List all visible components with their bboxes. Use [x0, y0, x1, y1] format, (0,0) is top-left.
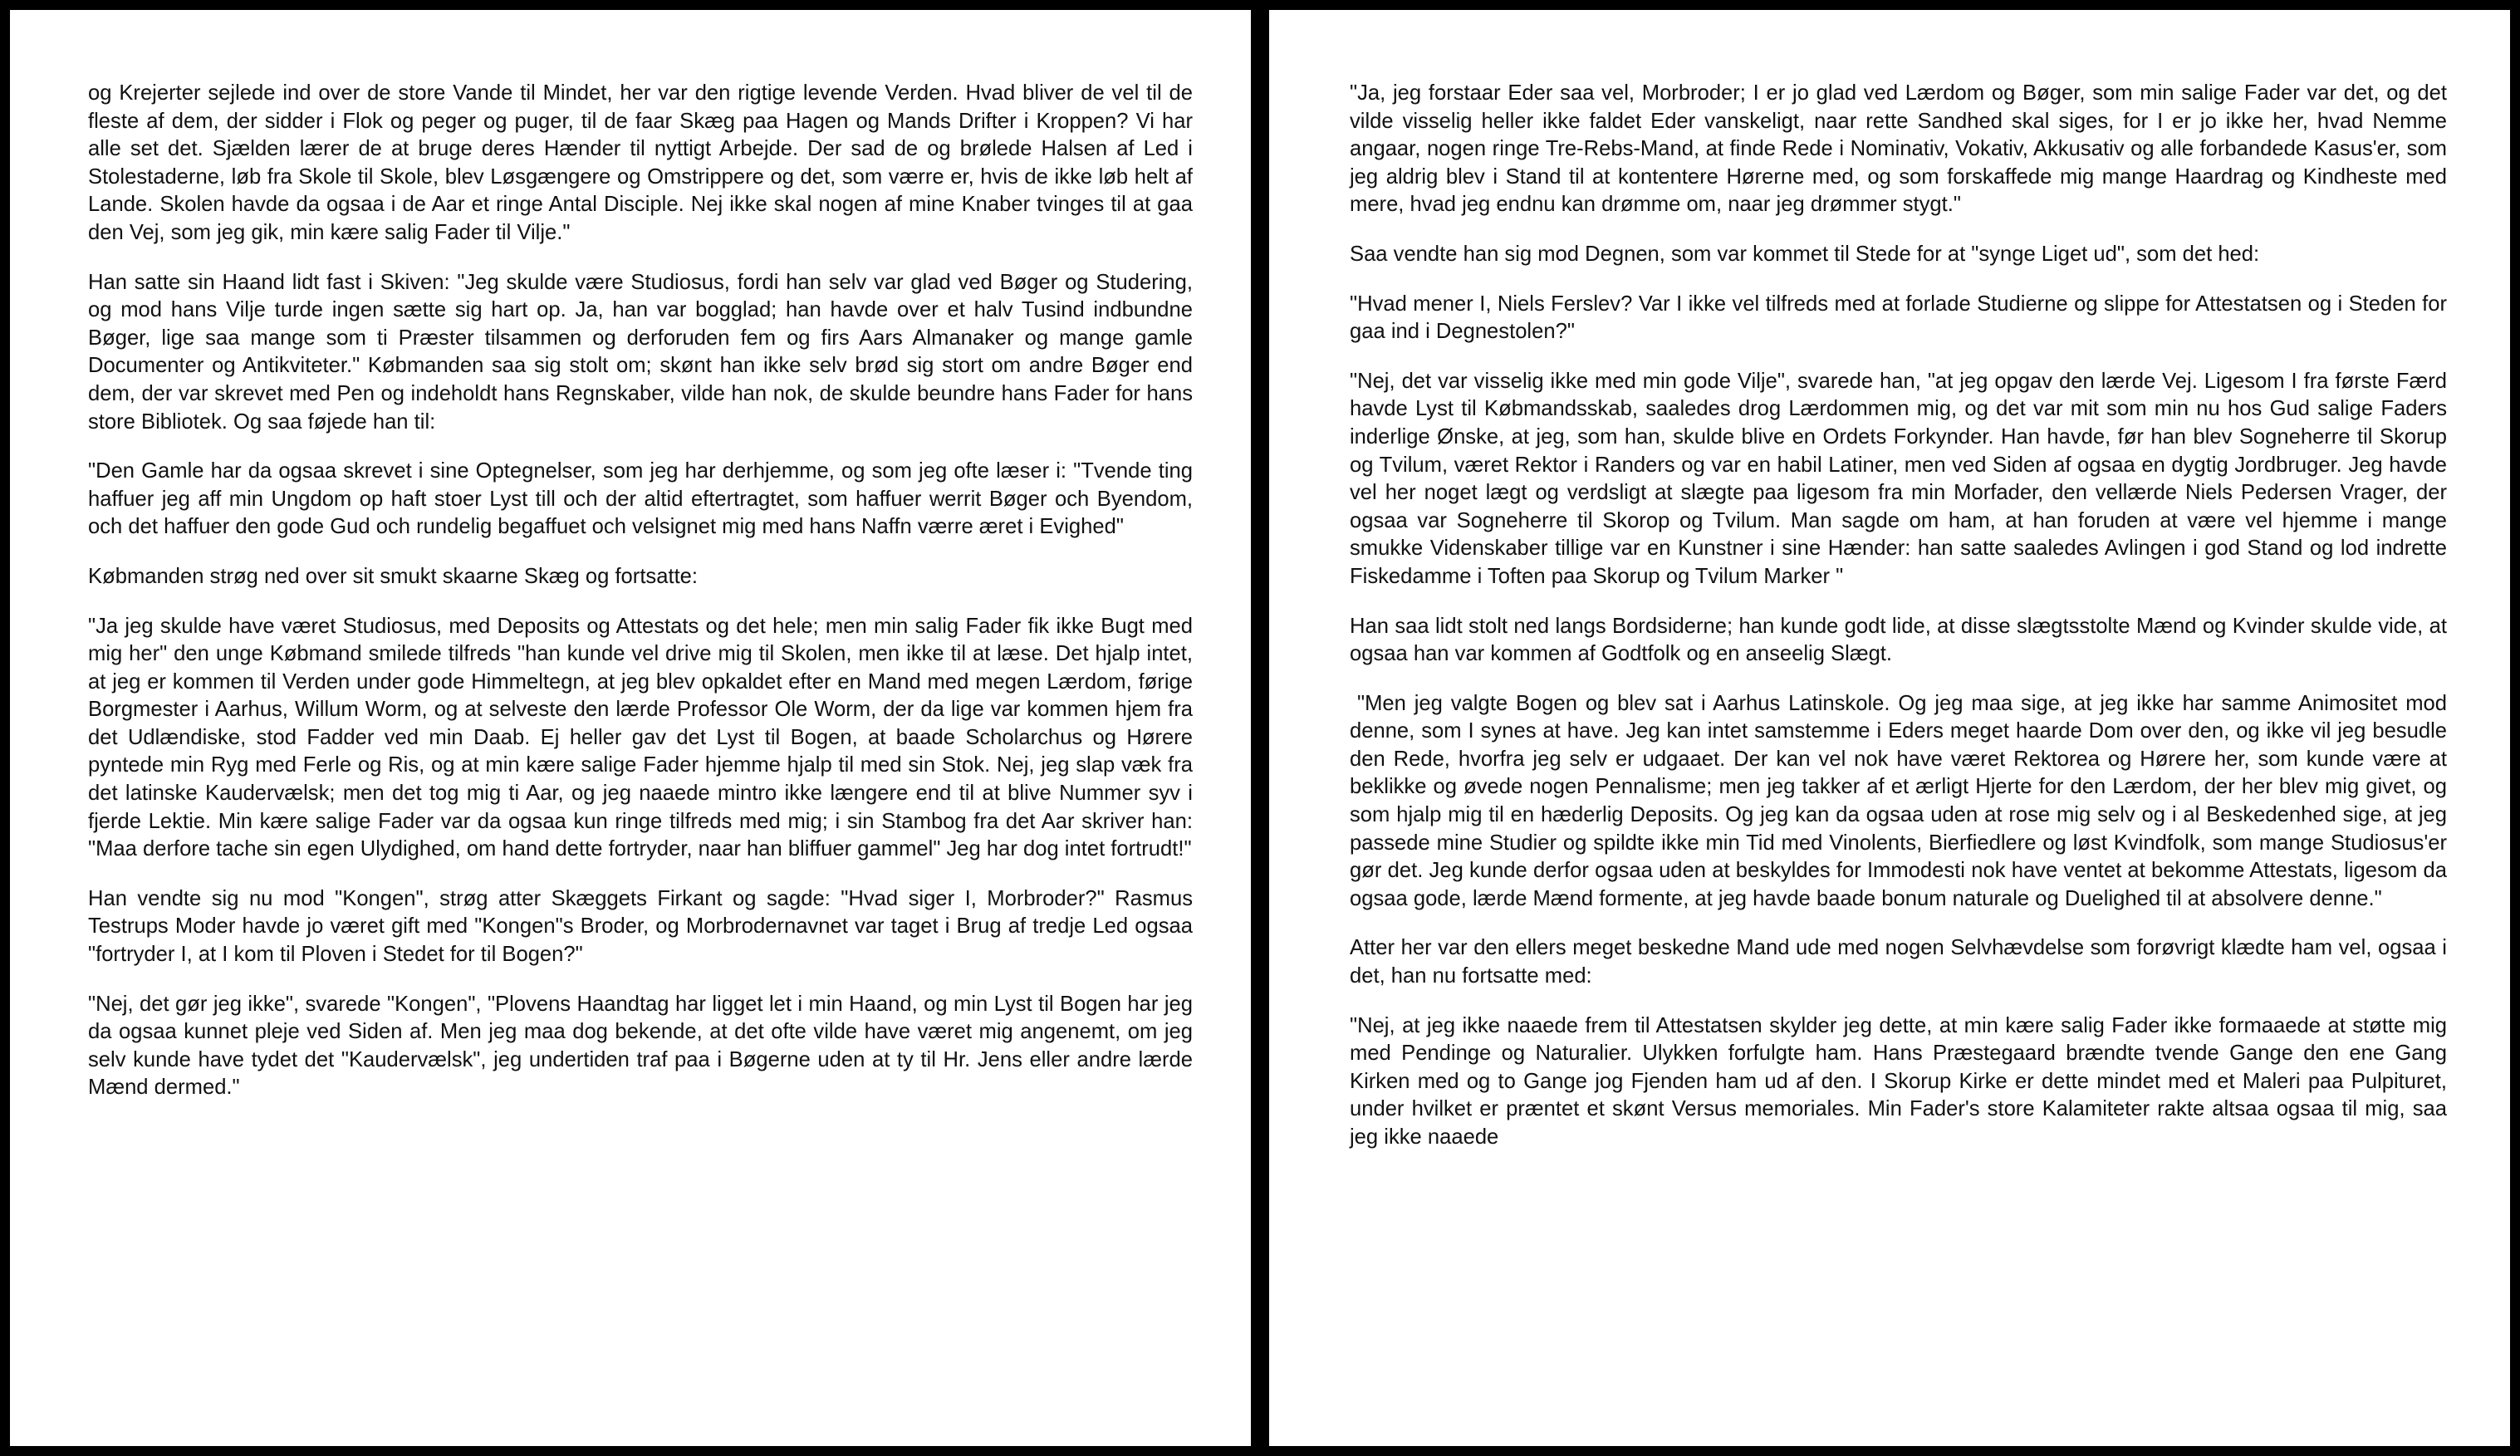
paragraph: "Nej, at jeg ikke naaede frem til Attestatsen skylder jeg dette, at min kære salig Fader ikke formaaede at støtte mig med Pendinge og Naturalier. Ulykken forfulgte ham. Hans Præstegaard brændte tvende Gange den ene Gang Kirken med og to Gange jog Fjenden ham ud af den. I Skorup Kirke er dette mindet med et Maleri paa Pulpituret, under hvilket er præntet et skønt Versus memoriales. Min Fader's store Kalamiteter rakte altsaa ogsaa til mig, saa jeg ikke naaede	[1350, 1013, 2447, 1149]
paragraph: Han satte sin Haand lidt fast i Skiven: "Jeg skulde være Studiosus, fordi han selv var glad ved Bøger og Studering, og mod hans Vilje turde ingen sætte sig hart op. Ja, han var bogglad; han havde over et halv Tusind indbundne Bøger, lige saa mange som ti Præster tilsammen og derforuden fem og firs Aars Almanaker og mange gamle Documenter og Antikviteter." Købmanden saa sig stolt om; skønt han ikke selv brød sig stort om andre Bøger end dem, der var skrevet med Pen og indeholdt hans Regnskaber, vilde han nok, de skulde beundre hans Fader for hans store Bibliotek. Og saa føjede han til:	[88, 270, 1193, 434]
paragraph: Han vendte sig nu mod "Kongen", strøg atter Skæggets Firkant og sagde: "Hvad siger I, Morbroder?" Rasmus Testrups Moder havde jo været gift med "Kongen"s Broder, og Morbrodernavnet var taget i Brug af tredje Led ogsaa "fortryder I, at I kom til Ploven i Stedet for til Bogen?"	[88, 886, 1193, 967]
paragraph: Købmanden strøg ned over sit smukt skaarne Skæg og fortsatte:	[88, 564, 699, 588]
paragraph: "Men jeg valgte Bogen og blev sat i Aarhus Latinskole. Og jeg maa sige, at jeg ikke har samme Animositet mod denne, som I synes at have. Jeg kan intet samstemme i Eders meget haarde Dom over den, og ikke vil jeg besudle den Rede, hvorfra jeg selv er udgaaet. Der kan vel nok have været Rektorea og Hørere her, som kunde være at beklikke og øvede nogen Pennalisme; men jeg takker af et ærligt Hjerte for den Lærdom, der her blev mig givet, og som hjalp mig til en hæderlig Deposits. Og jeg kan da ogsaa uden at rose mig selv og i al Beskedenhed sige, at jeg passede mine Studier og spildte ikke min Tid med Vinolents, Bierfiedlere og løst Kvindfolk, som mange Studiosus'er gør det. Jeg kunde derfor ogsaa uden at beskyldes for Immodesti nok have ventet at bekomme Attestats, ligesom da ogsaa gode, lærde Mænd formente, at jeg havde baade bonum naturale og Duelighed til at absolvere denne."	[1350, 691, 2447, 910]
left-page	[10, 10, 1251, 1446]
paragraph: "Ja jeg skulde have været Studiosus, med Deposits og Attestats og det hele; men min salig Fader fik ikke Bugt med mig her" den unge Købmand smilede tilfreds "han kunde vel drive mig til Skolen, men ikke til at læse. Det hjalp intet, at jeg er kommen til Verden under gode Himmeltegn, at jeg blev opkaldet efter en Mand med megen Lærdom, førige Borgmester i Aarhus, Willum Worm, og at selveste den lærde Professor Ole Worm, der da lige var kommen hjem fra det Udlændiske, stod Fadder ved min Daab. Ej heller gav det Lyst til Bogen, at baade Scholarchus og Hørere pyntede min Ryg med Ferle og Ris, og at min kære salige Fader hjemme hjalp til med sin Stok. Nej, jeg slap væk fra det latinske Kaudervælsk; men det tog mig ti Aar, og jeg naaede mintro ikke længere end til at blive Nummer syv i fjerde Lektie. Min kære salige Fader var da ogsaa kun ringe tilfreds med mig; i sin Stambog fra det Aar skriver han: "Maa derfore tache sin egen Ulydighed, om hand dette fortryder, naar han bliffuer gammel" Jeg har dog intet fortrudt!"	[88, 614, 1193, 861]
paragraph: "Ja, jeg forstaar Eder saa vel, Morbroder; I er jo glad ved Lærdom og Bøger, som min salige Fader var det, og det vilde visselig heller ikke faldet Eder vanskeligt, naar rette Sandhed skal siges, for I er jo ikke her, hvad Nemme angaar, nogen ringe Tre-Rebs-Mand, at finde Rede i Nominativ, Vokativ, Akkusativ og alle forbandede Kasus'er, som jeg aldrig blev i Stand til at kontentere Hørerne med, og som forskaffede mig mange Haardrag og Kindheste med mere, hvad jeg endnu kan drømme om, naar jeg drømmer stygt."	[1350, 81, 2447, 217]
paragraph: "Den Gamle har da ogsaa skrevet i sine Optegnelser, som jeg har derhjemme, og som jeg ofte læser i: "Tvende ting haffuer jeg aff min Ungdom op haft stoer Lyst till och der altid eftertragtet, som haffuer werrit Bøger och Byendom, och det haffuer den gode Gud och rundelig begaffuet och velsignet mig med hans Naffn værre æret i Evighed"	[88, 459, 1193, 539]
paragraph: og Krejerter sejlede ind over de store Vande til Mindet, her var den rigtige levende Verden. Hvad bliver de vel til de fleste af dem, der sidder i Flok og peger og puger, til de faar Skæg paa Hagen og Mands Drifter i Kroppen? Vi har alle set det. Sjælden lærer de at bruge deres Hænder til nyttigt Arbejde. Der sad de og brølede Halsen af Led i Stolestaderne, løb fra Skole til Skole, blev Løsgængere og Omstrippere og det, som værre er, hvis de ikke løb helt af Lande. Skolen havde da ogsaa i de Aar et ringe Antal Disciple. Nej ikke skal nogen af mine Knaber tvinges til at gaa den Vej, som jeg gik, min kære salig Fader til Vilje."	[88, 81, 1193, 244]
paragraph: "Hvad mener I, Niels Ferslev? Var I ikke vel tilfreds med at forlade Studierne og slippe for Attestatsen og i Steden for gaa ind i Degnestolen?"	[1350, 292, 2447, 344]
paragraph: Atter her var den ellers meget beskedne Mand ude med nogen Selvhævdelse som forøvrigt klædte ham vel, ogsaa i det, han nu fortsatte med:	[1350, 936, 2447, 988]
paragraph: "Nej, det var visselig ikke med min gode Vilje", svarede han, "at jeg opgav den lærde Vej. Ligesom I fra første Færd havde Lyst til Købmandsskab, saaledes drog Lærdommen mig, og det var mit som min nu hos Gud salige Faders inderlige Ønske, at jeg, som han, skulde blive en Ordets Forkynder. Han havde, før han blev Sogneherre til Skorup og Tvilum, været Rektor i Randers og var en habil Latiner, men ved Siden af ogsaa en dygtig Jordbruger. Jeg havde vel her noget lægt og verdsligt at slægte paa ligesom fra min Morfader, den vellærde Niels Pedersen Vrager, der ogsaa var Sogneherre til Skorop og Tvilum. Man sagde om ham, at han foruden at være vel hjemme i mange smukke Videnskaber tillige var en Kunstner i sine Hænder: han satte saaledes Avlingen i god Stand og lod indrette Fiskedamme i Toften paa Skorup og Tvilum Marker "	[1350, 369, 2447, 588]
right-page	[1269, 10, 2510, 1446]
paragraph: "Nej, det gør jeg ikke", svarede "Kongen", "Plovens Haandtag har ligget let i min Haand, og min Lyst til Bogen har jeg da ogsaa kunnet pleje ved Siden af. Men jeg maa dog bekende, at det ofte vilde have været mig angenemt, om jeg selv kunde have tydet det "Kaudervælsk", jeg undertiden traf paa i Bøgerne uden at ty til Hr. Jens eller andre lærde Mænd dermed."	[88, 992, 1193, 1100]
paragraph: Han saa lidt stolt ned langs Bordsiderne; han kunde godt lide, at disse slægtsstolte Mænd og Kvinder skulde vide, at ogsaa han var kommen af Godtfolk og en anseelig Slægt.	[1350, 614, 2447, 666]
paragraph: Saa vendte han sig mod Degnen, som var kommet til Stede for at "synge Liget ud", som det hed:	[1350, 242, 2260, 266]
